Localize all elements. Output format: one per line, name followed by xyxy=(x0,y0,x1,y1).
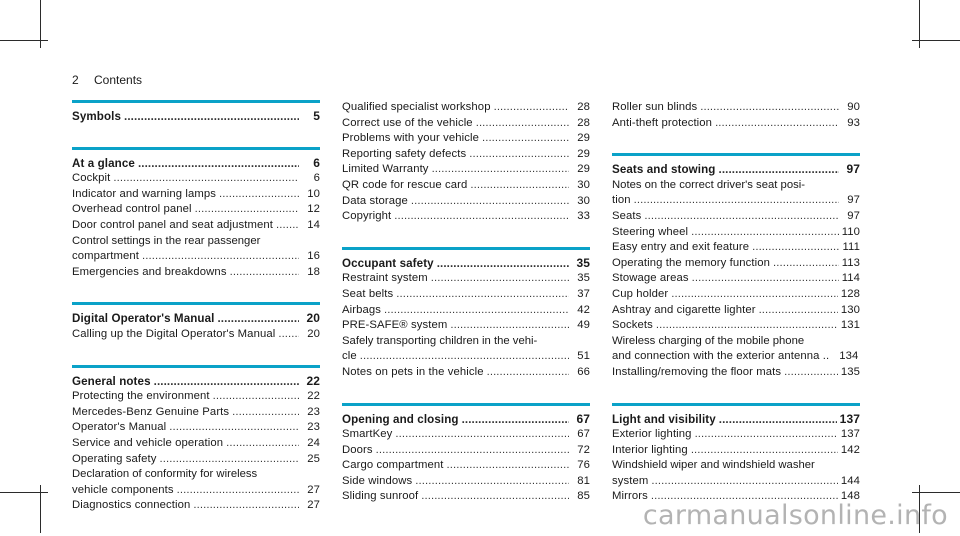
entry-page: 113 xyxy=(841,256,860,269)
toc-entry[interactable] xyxy=(612,225,860,241)
dot-leader xyxy=(138,156,299,172)
entry-text: Cup holder xyxy=(612,287,669,300)
toc-entry[interactable] xyxy=(342,427,590,443)
toc-entry[interactable] xyxy=(72,171,320,187)
toc-entry[interactable] xyxy=(342,100,590,116)
toc-entry[interactable] xyxy=(612,349,860,365)
dot-leader xyxy=(230,265,299,281)
toc-entry[interactable] xyxy=(72,218,320,234)
toc-entry[interactable] xyxy=(342,194,590,210)
entry-page: 29 xyxy=(577,132,590,145)
toc-entry[interactable] xyxy=(72,483,320,499)
section-title: Symbols xyxy=(72,110,122,123)
entry-page: 25 xyxy=(307,452,320,465)
toc-entry[interactable] xyxy=(72,405,320,421)
dot-leader xyxy=(431,271,569,287)
dot-leader xyxy=(432,162,569,178)
entry-text-line: Notes on the correct driver's seat posi- xyxy=(612,178,806,191)
section-rule xyxy=(72,100,320,103)
entry-text: Emergencies and breakdowns xyxy=(72,265,227,278)
dot-leader xyxy=(700,100,839,116)
entry-page: 28 xyxy=(577,101,590,113)
entry-page: 66 xyxy=(577,365,590,378)
dot-leader xyxy=(276,218,299,234)
dot-leader xyxy=(447,458,569,474)
toc-entry[interactable] xyxy=(342,489,590,505)
entry-page: 18 xyxy=(307,265,320,278)
entry-page: 20 xyxy=(307,327,320,340)
entry-page: 23 xyxy=(307,405,320,418)
entry-page: 6 xyxy=(313,172,320,185)
dot-leader xyxy=(124,109,299,125)
entry-text: cle xyxy=(342,350,357,363)
dot-leader xyxy=(154,374,299,390)
entry-page: 35 xyxy=(577,272,590,285)
entry-page: 76 xyxy=(577,459,590,472)
entry-text: tion xyxy=(612,194,631,207)
entry-page: 134 xyxy=(839,350,859,363)
entry-page: 30 xyxy=(577,194,590,207)
entry-page: 27 xyxy=(307,483,320,496)
entry-text: Seats xyxy=(612,209,642,222)
toc-entry[interactable] xyxy=(72,187,320,203)
dot-leader xyxy=(644,209,839,225)
section-heading[interactable] xyxy=(342,412,590,428)
toc-section xyxy=(342,247,590,381)
entry-page: 29 xyxy=(577,147,590,160)
dot-leader xyxy=(226,436,299,452)
toc-entry[interactable] xyxy=(612,271,860,287)
dot-leader xyxy=(470,178,569,194)
entry-page: 85 xyxy=(577,490,590,503)
entry-text: compartment xyxy=(72,250,140,263)
dot-leader xyxy=(213,389,299,405)
section-title: Seats and stowing xyxy=(612,163,716,177)
entry-page: 14 xyxy=(307,218,320,231)
section-heading[interactable] xyxy=(612,412,860,428)
entry-page: 128 xyxy=(840,287,860,300)
entry-text: Cockpit xyxy=(72,172,111,185)
entry-text: QR code for rescue card xyxy=(342,178,468,191)
entry-page: 33 xyxy=(577,210,590,223)
section-page: 6 xyxy=(313,155,320,170)
section-page: 97 xyxy=(846,162,860,177)
section-heading[interactable] xyxy=(612,162,860,178)
entry-text-line: Safely transporting children in the vehi- xyxy=(342,334,538,347)
entry-text: Qualified specialist workshop xyxy=(342,101,491,113)
toc-entry[interactable] xyxy=(342,271,590,287)
entry-text: Notes on pets in the vehicle xyxy=(342,365,484,378)
crop-mark xyxy=(0,40,48,41)
entry-page: 111 xyxy=(842,241,860,254)
toc-entry[interactable] xyxy=(342,116,590,132)
entry-text: Cargo compartment xyxy=(342,459,444,472)
section-rule xyxy=(72,365,320,368)
dot-leader xyxy=(360,349,569,365)
dot-leader xyxy=(487,365,569,381)
dot-leader xyxy=(160,452,300,468)
dot-leader xyxy=(719,412,837,428)
entry-text: Interior lighting xyxy=(612,443,688,456)
entry-page: 37 xyxy=(577,287,590,300)
toc-entry[interactable] xyxy=(612,193,860,209)
toc-entry[interactable] xyxy=(72,327,320,343)
section-page: 20 xyxy=(306,311,320,326)
dot-leader xyxy=(177,483,299,499)
section-page: 67 xyxy=(576,411,590,426)
crop-mark xyxy=(0,492,48,493)
toc-entry[interactable] xyxy=(342,303,590,319)
entry-text: Seat belts xyxy=(342,287,394,300)
entry-text: Stowage areas xyxy=(612,272,689,285)
toc-entry[interactable] xyxy=(612,256,860,272)
dot-leader xyxy=(421,489,569,505)
dot-leader xyxy=(219,187,299,203)
entry-text: system xyxy=(612,474,649,487)
entry-page: 49 xyxy=(577,319,590,332)
toc-entry[interactable] xyxy=(72,249,320,265)
toc-entry[interactable] xyxy=(342,349,590,365)
entry-page: 90 xyxy=(847,101,860,113)
entry-text-line: Wireless charging of the mobile phone xyxy=(612,334,805,347)
entry-page: 131 xyxy=(840,319,860,332)
toc-section xyxy=(72,100,320,125)
toc-section xyxy=(612,100,860,131)
dot-leader xyxy=(634,193,839,209)
toc-entry[interactable] xyxy=(342,147,590,163)
dot-leader xyxy=(232,405,299,421)
entry-page: 137 xyxy=(840,428,860,441)
entry-text: Door control panel and seat adjustment xyxy=(72,218,273,231)
section-heading[interactable] xyxy=(72,109,320,125)
entry-page: 42 xyxy=(577,303,590,316)
section-page: 137 xyxy=(839,411,860,426)
toc-column-3 xyxy=(612,100,860,527)
entry-text: Indicator and warning lamps xyxy=(72,187,216,200)
entry-text: vehicle components xyxy=(72,483,174,496)
toc-column-1 xyxy=(72,100,320,536)
toc-entry[interactable] xyxy=(72,452,320,468)
entry-text: Operator's Manual xyxy=(72,421,167,434)
toc-section xyxy=(612,403,860,506)
toc-entry[interactable] xyxy=(342,443,590,459)
entry-page: 72 xyxy=(577,443,590,456)
entry-text: Reporting safety defects xyxy=(342,147,467,160)
dot-leader xyxy=(396,287,569,303)
entry-page: 24 xyxy=(307,436,320,449)
dot-leader xyxy=(482,131,569,147)
dot-leader xyxy=(169,420,299,436)
entry-text: Calling up the Digital Operator's Manual xyxy=(72,327,276,340)
page-header xyxy=(72,73,142,87)
entry-page: 29 xyxy=(577,163,590,176)
dot-leader xyxy=(656,318,838,334)
section-title: Digital Operator's Manual xyxy=(72,312,215,326)
entry-page: 135 xyxy=(840,365,860,378)
toc-entry[interactable] xyxy=(612,240,860,256)
watermark: carmanualsonline.info xyxy=(642,500,948,531)
toc-entry[interactable] xyxy=(342,365,590,381)
entry-page: 16 xyxy=(307,250,320,263)
toc-section xyxy=(342,403,590,506)
page-title: Contents xyxy=(94,73,143,87)
section-heading[interactable] xyxy=(72,374,320,390)
toc-entry[interactable] xyxy=(72,420,320,436)
entry-text: Mirrors xyxy=(612,490,648,503)
entry-text: Installing/removing the floor mats xyxy=(612,365,782,378)
section-title: Occupant safety xyxy=(342,256,434,270)
toc-entry[interactable] xyxy=(342,458,590,474)
entry-text: Overhead control panel xyxy=(72,203,192,216)
page-number: 2 xyxy=(72,73,79,87)
entry-page: 51 xyxy=(577,350,590,363)
entry-text: SmartKey xyxy=(342,428,393,441)
entry-page: 148 xyxy=(840,490,860,503)
entry-text: Mercedes-Benz Genuine Parts xyxy=(72,405,230,418)
entry-text: Exterior lighting xyxy=(612,428,692,441)
toc-entry[interactable] xyxy=(612,427,860,443)
dot-leader xyxy=(784,365,838,381)
toc-entry[interactable] xyxy=(72,498,320,514)
dot-leader xyxy=(651,474,837,490)
entry-text-line: Declaration of conformity for wireless xyxy=(72,468,258,481)
toc-column-2 xyxy=(342,100,590,527)
entry-page: 81 xyxy=(577,474,590,487)
dot-leader xyxy=(142,249,299,265)
dot-leader xyxy=(113,171,299,187)
section-rule xyxy=(612,153,860,156)
toc-entry[interactable] xyxy=(342,318,590,334)
dot-leader xyxy=(691,225,839,241)
entry-text: and connection with the exterior antenna .. xyxy=(612,350,830,363)
section-rule xyxy=(342,403,590,406)
entry-page: 142 xyxy=(840,443,860,456)
entry-text: Protecting the environment xyxy=(72,390,210,403)
entry-text: Operating the memory function xyxy=(612,256,770,269)
section-title: Light and visibility xyxy=(612,412,716,426)
dot-leader xyxy=(193,498,299,514)
entry-text: Airbags xyxy=(342,303,382,316)
entry-text: Problems with your vehicle xyxy=(342,132,479,145)
entry-text: Easy entry and exit feature xyxy=(612,241,750,254)
dot-leader xyxy=(450,318,569,334)
dot-leader xyxy=(773,256,839,272)
toc-entry[interactable] xyxy=(612,116,860,132)
section-heading[interactable] xyxy=(72,311,320,327)
dot-leader xyxy=(691,443,838,459)
toc-entry[interactable] xyxy=(612,287,860,303)
toc-entry[interactable] xyxy=(612,303,860,319)
entry-page: 30 xyxy=(577,178,590,191)
entry-page: 10 xyxy=(307,187,320,200)
section-rule xyxy=(342,247,590,250)
entry-text: Sliding sunroof xyxy=(342,490,419,503)
entry-text: Anti-theft protection xyxy=(612,116,713,129)
dot-leader xyxy=(719,162,840,178)
section-rule xyxy=(72,147,320,150)
dot-leader xyxy=(494,100,569,116)
entry-text-line: Control settings in the rear passenger xyxy=(72,234,261,247)
dot-leader xyxy=(415,474,569,490)
dot-leader xyxy=(695,427,838,443)
section-rule xyxy=(72,302,320,305)
dot-leader xyxy=(469,147,569,163)
section-page: 5 xyxy=(313,109,320,123)
dot-leader xyxy=(278,327,299,343)
entry-text: Sockets xyxy=(612,319,653,332)
entry-text: Data storage xyxy=(342,194,408,207)
dot-leader xyxy=(217,311,299,327)
entry-text: Side windows xyxy=(342,474,413,487)
entry-text: Service and vehicle operation xyxy=(72,436,224,449)
entry-text: Ashtray and cigarette lighter xyxy=(612,303,756,316)
entry-text: Diagnostics connection xyxy=(72,499,191,512)
toc-entry[interactable] xyxy=(612,443,860,459)
crop-mark xyxy=(912,492,960,493)
toc-section xyxy=(72,147,320,281)
toc-section xyxy=(612,153,860,380)
entry-text: Copyright xyxy=(342,210,392,223)
toc-entry[interactable] xyxy=(342,209,590,225)
toc-section xyxy=(342,100,590,225)
section-page: 35 xyxy=(576,255,590,270)
entry-page: 144 xyxy=(840,474,860,487)
entry-text: Correct use of the vehicle xyxy=(342,116,473,129)
entry-page: 22 xyxy=(307,390,320,403)
toc-entry[interactable] xyxy=(72,202,320,218)
dot-leader xyxy=(437,256,569,272)
dot-leader xyxy=(195,202,299,218)
entry-page: 67 xyxy=(577,428,590,441)
entry-page: 130 xyxy=(840,303,860,316)
entry-page: 110 xyxy=(841,225,860,238)
entry-page: 27 xyxy=(307,499,320,512)
entry-page: 12 xyxy=(307,203,320,216)
dot-leader xyxy=(752,240,839,256)
toc-entry[interactable] xyxy=(612,100,860,116)
section-title: General notes xyxy=(72,374,151,388)
toc-entry[interactable] xyxy=(72,389,320,405)
toc-entry[interactable] xyxy=(342,131,590,147)
toc-entry[interactable] xyxy=(342,474,590,490)
dot-leader xyxy=(692,271,839,287)
dot-leader xyxy=(759,303,838,319)
dot-leader xyxy=(476,116,569,132)
entry-page: 23 xyxy=(307,421,320,434)
entry-text: Restraint system xyxy=(342,272,428,285)
toc-entry[interactable] xyxy=(612,209,860,225)
dot-leader xyxy=(411,194,569,210)
entry-text: Operating safety xyxy=(72,452,157,465)
toc-entry[interactable] xyxy=(612,474,860,490)
dot-leader xyxy=(462,412,569,428)
toc-entry[interactable] xyxy=(612,365,860,381)
toc-entry[interactable] xyxy=(72,265,320,281)
section-heading[interactable] xyxy=(72,156,320,172)
entry-page: 97 xyxy=(847,194,860,207)
entry-text: Doors xyxy=(342,443,373,456)
crop-mark xyxy=(912,40,960,41)
toc-section xyxy=(72,302,320,342)
toc-entry[interactable] xyxy=(342,178,590,194)
dot-leader xyxy=(395,427,569,443)
entry-page: 97 xyxy=(847,209,860,222)
section-title: At a glance xyxy=(72,156,135,170)
entry-page: 114 xyxy=(841,272,860,285)
toc-section xyxy=(72,365,320,514)
dot-leader xyxy=(376,443,569,459)
section-title: Opening and closing xyxy=(342,412,459,426)
entry-text: Limited Warranty xyxy=(342,163,429,176)
entry-text: Roller sun blinds xyxy=(612,101,698,113)
entry-text: Steering wheel xyxy=(612,225,689,238)
toc-entry[interactable] xyxy=(612,318,860,334)
entry-text: PRE-SAFE® system xyxy=(342,319,448,332)
toc-entry[interactable] xyxy=(72,436,320,452)
section-page: 22 xyxy=(306,373,320,388)
entry-page: 28 xyxy=(577,116,590,129)
entry-text-line: Windshield wiper and windshield washer xyxy=(612,459,815,472)
dot-leader xyxy=(384,303,569,319)
section-rule xyxy=(612,403,860,406)
toc-entry[interactable] xyxy=(342,287,590,303)
section-heading[interactable] xyxy=(342,256,590,272)
entry-page: 93 xyxy=(847,116,860,129)
dot-leader xyxy=(671,287,838,303)
toc-entry[interactable] xyxy=(342,162,590,178)
dot-leader xyxy=(715,116,839,132)
dot-leader xyxy=(394,209,569,225)
